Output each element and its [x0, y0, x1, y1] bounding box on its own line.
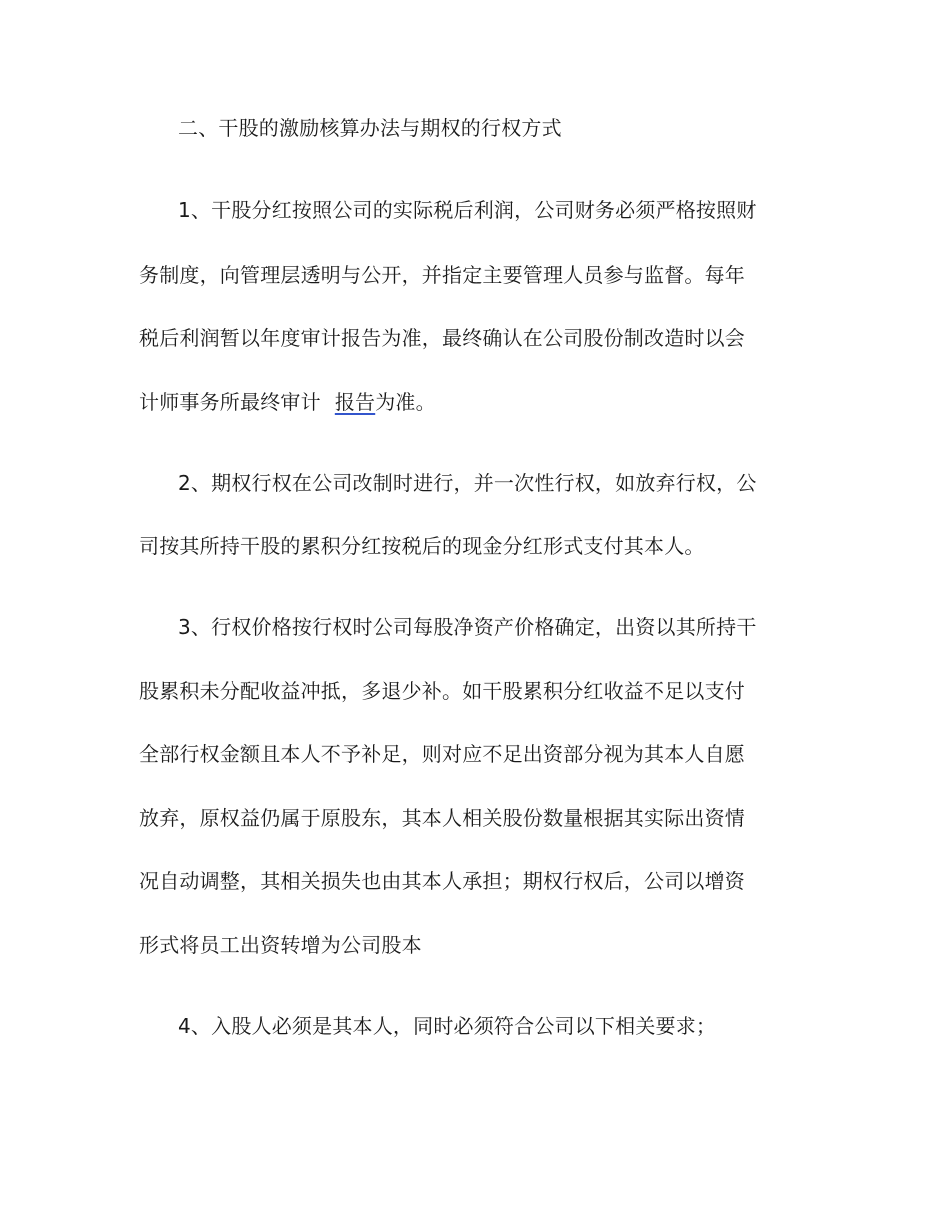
paragraph-3-line-5: 况自动调整，其相关损失也由其本人承担；期权行权后，公司以增资 [139, 869, 745, 893]
section-heading: 二、干股的激励核算办法与期权的行权方式 [178, 116, 562, 140]
paragraph-2-line-2: 司按其所持干股的累积分红按税后的现金分红形式支付其本人。 [139, 534, 705, 558]
paragraph-3-line-4: 放弃，原权益仍属于原股东，其本人相关股份数量根据其实际出资情 [139, 806, 745, 830]
paragraph-1-line-2: 务制度，向管理层透明与公开，并指定主要管理人员参与监督。每年 [139, 263, 745, 287]
paragraph-1-line-4 [139, 388, 436, 416]
paragraph-3-line-2: 股累积未分配收益冲抵，多退少补。如干股累积分红收益不足以支付 [139, 679, 745, 703]
report-link[interactable]: 报告 [334, 390, 376, 414]
paragraph-2-line-1: 2、期权行权在公司改制时进行，并一次性行权，如放弃行权，公 [178, 471, 757, 495]
paragraph-1-line-4-text: 计师事务所最终审计 [139, 390, 321, 414]
paragraph-1-line-4-tail: 为准。 [375, 390, 436, 414]
paragraph-3-line-3: 全部行权金额且本人不予补足，则对应不足出资部分视为其本人自愿 [139, 742, 745, 766]
paragraph-3-line-6: 形式将员工出资转增为公司股本 [139, 933, 422, 957]
paragraph-4-line-1: 4、入股人必须是其本人，同时必须符合公司以下相关要求； [178, 1014, 717, 1038]
paragraph-3-line-1: 3、行权价格按行权时公司每股净资产价格确定，出资以其所持干 [178, 615, 757, 639]
paragraph-1-line-1: 1、干股分红按照公司的实际税后利润，公司财务必须严格按照财 [178, 198, 757, 222]
paragraph-1-line-3: 税后利润暂以年度审计报告为准，最终确认在公司股份制改造时以会 [139, 326, 745, 350]
